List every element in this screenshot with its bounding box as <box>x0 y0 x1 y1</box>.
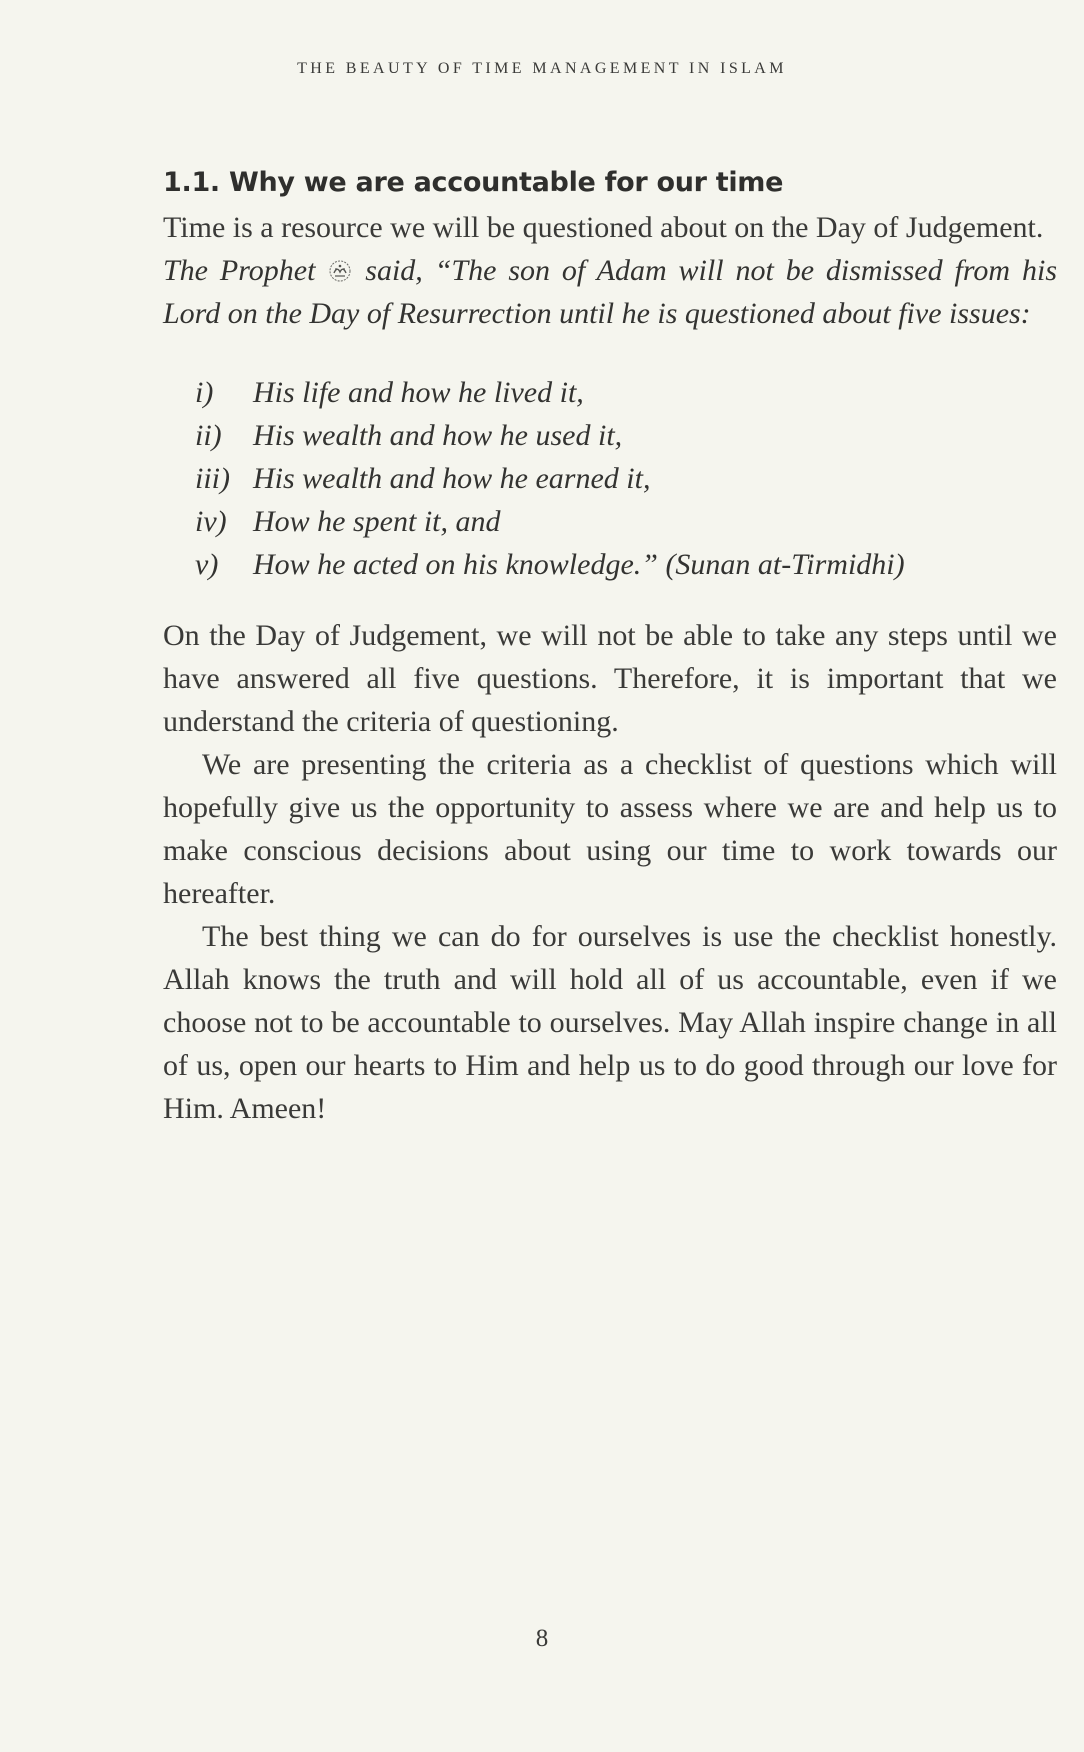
list-item-text: How he acted on his knowledge.” (Sunan at-Tirmidhi) <box>253 548 905 581</box>
salawat-calligraphy-icon <box>329 251 351 273</box>
hadith-text: said, “The son of Adam will not be dismissed from his Lord on the Day of Resurrection until he is questioned about five issues: <box>163 254 1057 330</box>
list-item-text: His wealth and how he used it, <box>253 419 623 452</box>
list-item-text: How he spent it, and <box>253 505 501 538</box>
page-content <box>163 160 1057 1130</box>
list-item <box>195 457 1057 500</box>
body-paragraph: The best thing we can do for ourselves is use the checklist honestly. Allah knows the truth and will hold all of us accountable, even if we choose not to be accountable to ourselves. May Allah inspire change in all of us, open our hearts to Him and help us to do good through our love for Him. Ameen! <box>163 920 1057 1125</box>
list-item-text: His life and how he lived it, <box>253 376 584 409</box>
issues-list <box>163 371 1057 586</box>
list-item <box>195 414 1057 457</box>
list-marker: v) <box>195 548 219 581</box>
page-number: 8 <box>535 1625 549 1652</box>
hadith-lead: The Prophet <box>163 254 316 287</box>
list-marker: iv) <box>195 505 227 538</box>
list-item <box>195 500 1057 543</box>
running-head: THE BEAUTY OF TIME MANAGEMENT IN ISLAM <box>297 60 787 77</box>
body-paragraph: We are presenting the criteria as a checklist of questions which will hopefully give us the opportunity to assess where we are and help us to make conscious decisions about using our time to work towards our hereafter. <box>163 748 1057 910</box>
list-item-text: His wealth and how he earned it, <box>253 462 651 495</box>
intro-paragraph: Time is a resource we will be questioned about on the Day of Judgement. <box>163 211 1044 244</box>
list-item <box>195 543 1057 586</box>
list-marker: ii) <box>195 419 222 452</box>
list-marker: iii) <box>195 462 230 495</box>
body-paragraph: On the Day of Judgement, we will not be able to take any steps until we have answered all five questions. Therefore, it is important that we understand the criteria of questioning. <box>163 619 1057 738</box>
list-marker: i) <box>195 376 214 409</box>
list-item <box>195 371 1057 414</box>
section-heading: 1.1. Why we are accountable for our time <box>163 167 784 198</box>
hadith-quote <box>163 249 1057 335</box>
